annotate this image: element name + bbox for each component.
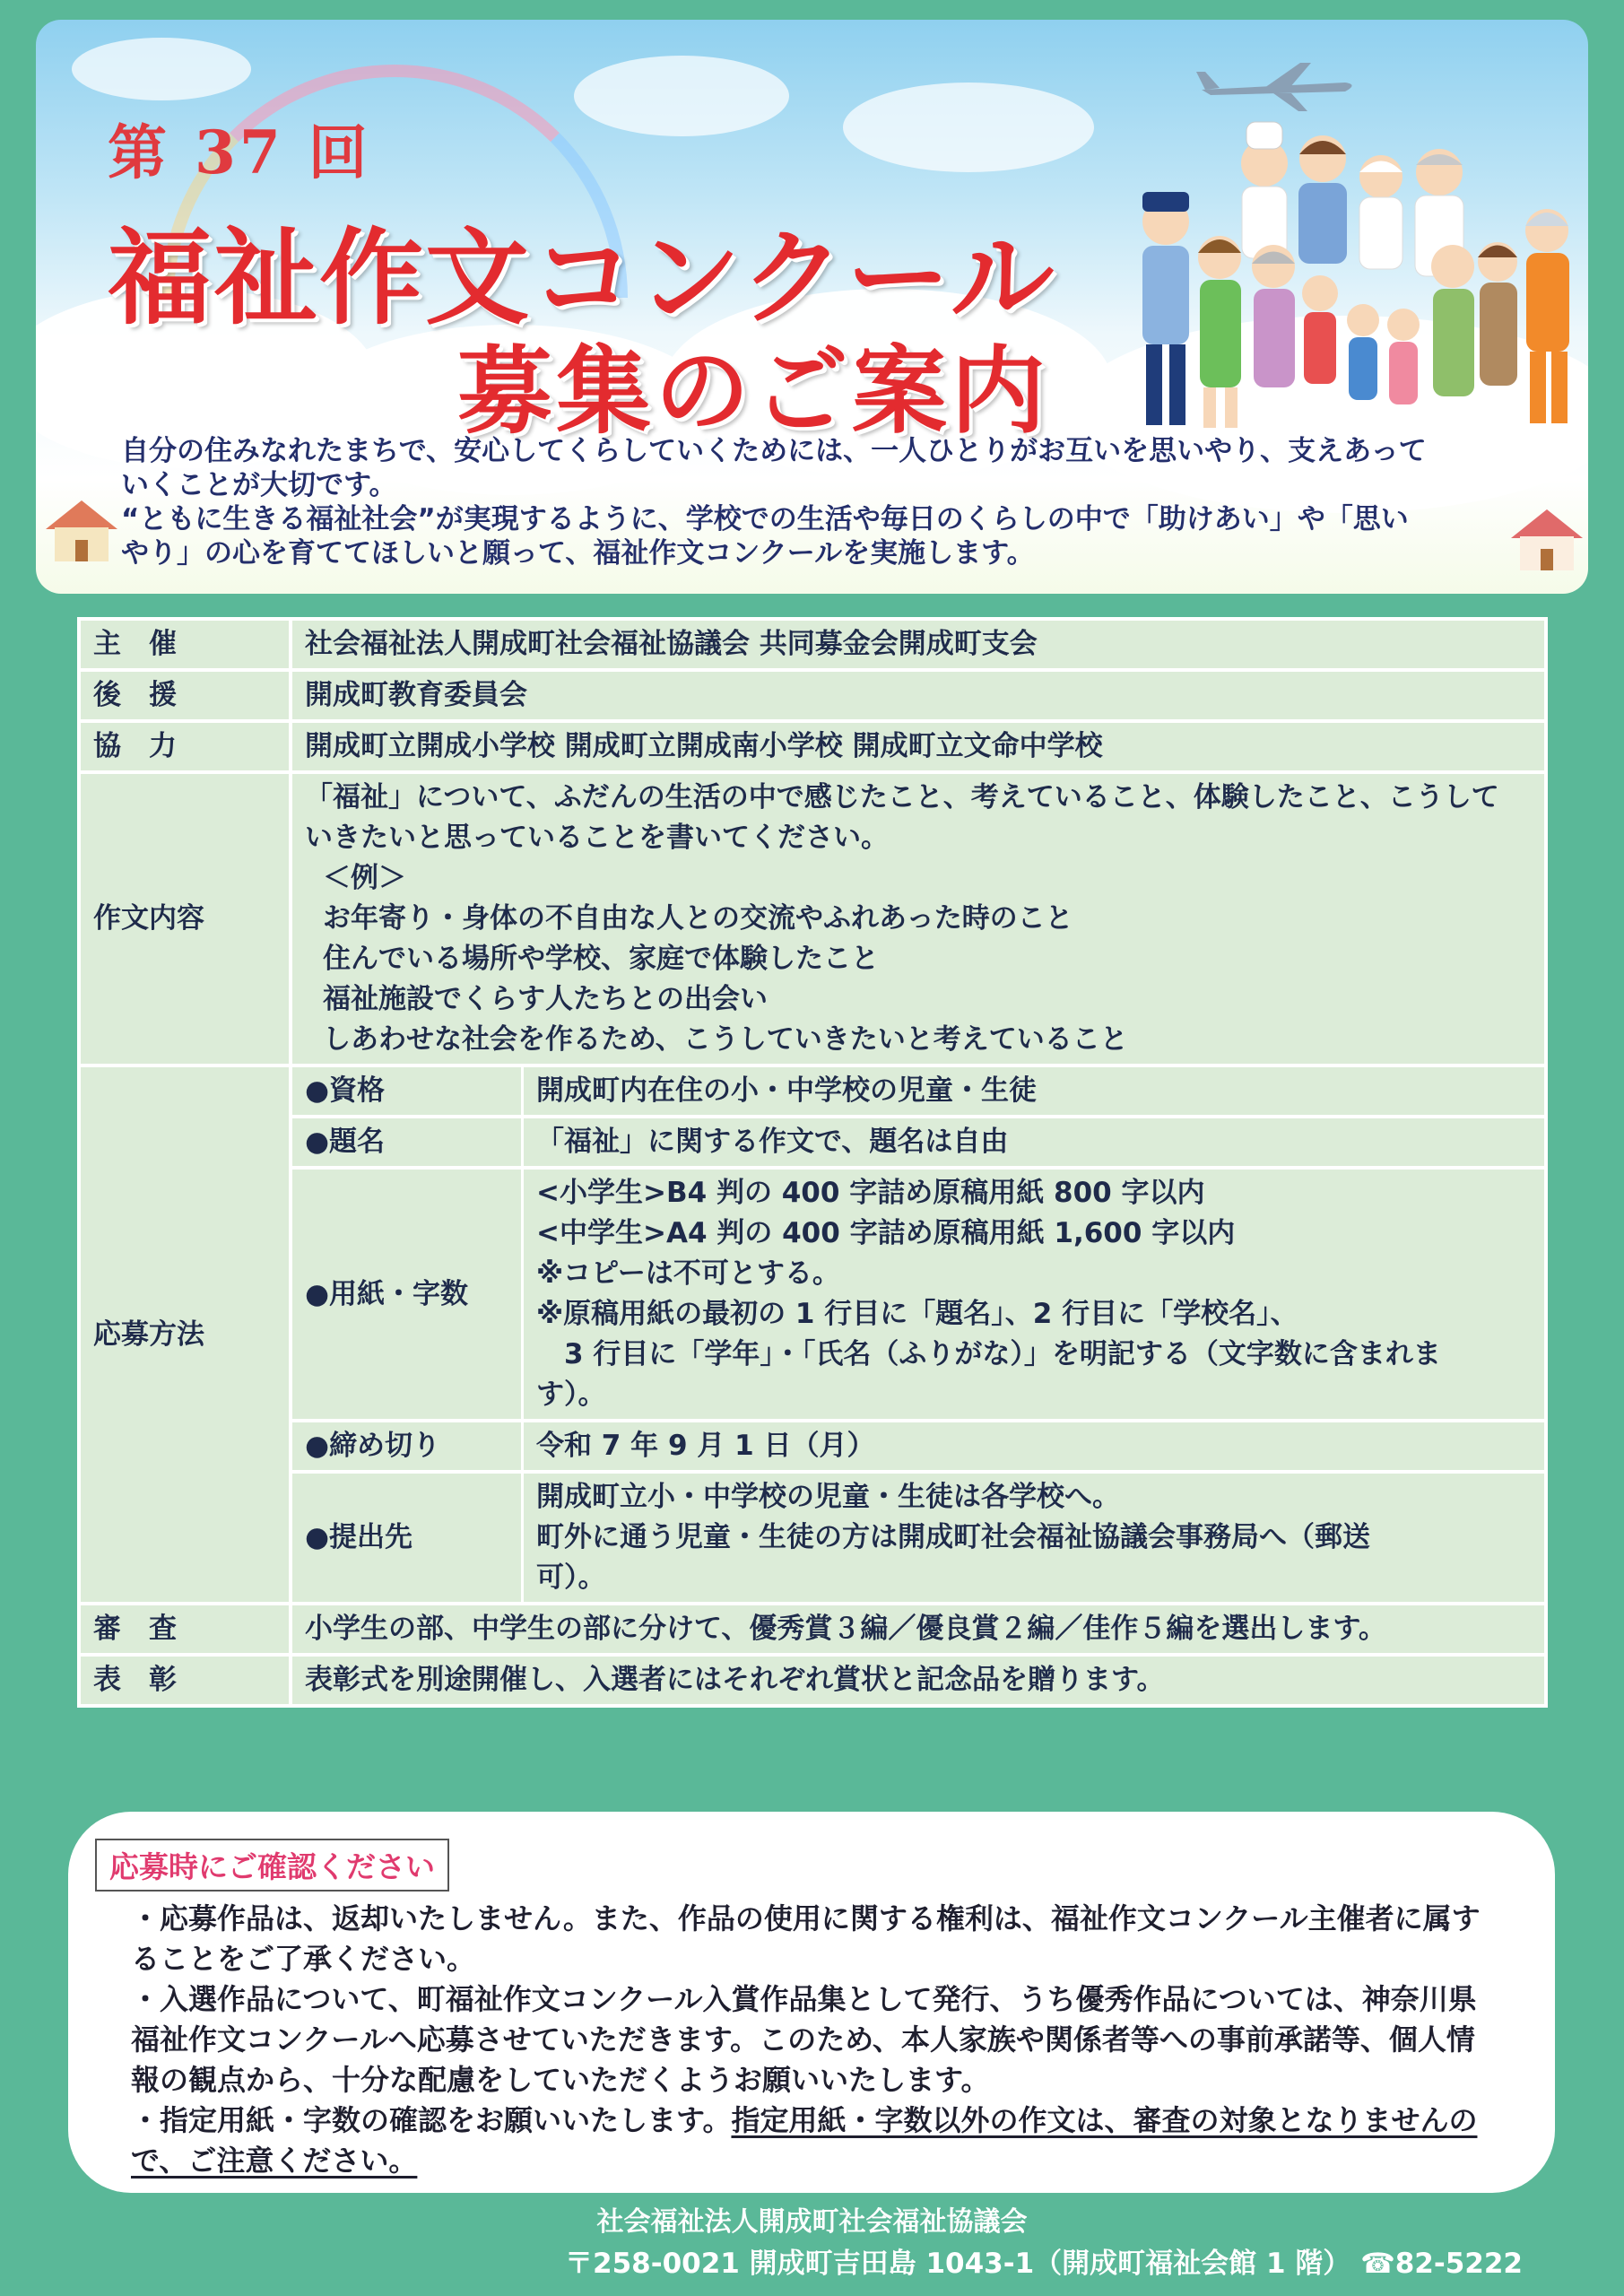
content-line: 「福祉」について、ふだんの生活の中で感じたこと、考えていること、体験したこと、こうして: [305, 781, 1499, 813]
submit-value: [524, 1474, 1544, 1602]
paper-value: [524, 1170, 1544, 1419]
paper-line: ※原稿用紙の最初の 1 行目に「題名」、2 行目に「学校名」、: [536, 1298, 1298, 1330]
content-line: ＜例＞: [323, 862, 406, 894]
method-value: [292, 1067, 1544, 1602]
content-line: お年寄り・身体の不自由な人との交流やふれあった時のこと: [323, 902, 1073, 935]
content-value: [292, 774, 1544, 1064]
eligibility-value: 開成町内在住の小・中学校の児童・生徒: [524, 1067, 1544, 1115]
submit-label: ●提出先: [292, 1474, 524, 1602]
method-label: 応募方法: [81, 1067, 292, 1602]
table-row: [81, 621, 1544, 668]
table-row: [81, 672, 1544, 719]
intro-text: [121, 434, 1556, 570]
intro-line: いくことが大切です。: [121, 469, 397, 501]
footer-address: 〒258-0021 開成町吉田島 1043-1（開成町福祉会館 1 階） ☎82-5222: [565, 2248, 1523, 2280]
paper-line: <小学生>B4 判の 400 字詰め原稿用紙 800 字以内: [536, 1177, 1205, 1209]
intro-line: “ともに生きる福祉社会”が実現するように、学校での生活や毎日のくらしの中で「助けあい」や「思い: [121, 503, 1409, 535]
judging-label: 審 査: [81, 1605, 292, 1653]
sub-row: [292, 1067, 1544, 1115]
paper-label: ●用紙・字数: [292, 1170, 524, 1419]
cloud: [843, 83, 1094, 172]
content-line: 住んでいる場所や学校、家庭で体験したこと: [323, 943, 879, 975]
intro-line: 自分の住みなれたまちで、安心してくらしていくためには、一人ひとりがお互いを思いやり、支えあって: [121, 435, 1427, 467]
title-rule-label: ●題名: [292, 1118, 524, 1166]
content-label: 作文内容: [81, 774, 292, 1064]
info-table: [77, 617, 1548, 1708]
cloud: [72, 38, 251, 100]
content-line: 福祉施設でくらす人たちとの出会い: [323, 983, 768, 1015]
header-panel: [36, 20, 1588, 594]
method-subtable: [292, 1064, 1544, 1605]
paper-line: ※コピーは不可とする。: [536, 1257, 840, 1290]
deadline-value: 令和 7 年 9 月 1 日（月）: [524, 1422, 1544, 1470]
host-value: 社会福祉法人開成町社会福祉協議会 共同募金会開成町支会: [292, 621, 1544, 668]
award-value: 表彰式を別途開催し、入選者にはそれぞれ賞状と記念品を贈ります。: [292, 1657, 1544, 1704]
sub-row: [292, 1422, 1544, 1470]
cloud: [574, 56, 789, 136]
paper-line: す）。: [536, 1378, 606, 1411]
content-line: いきたいと思っていることを書いてください。: [305, 822, 889, 854]
sub-row: [292, 1170, 1544, 1419]
table-row: [81, 774, 1544, 1064]
deadline-label: ●締め切り: [292, 1422, 524, 1470]
cooperation-label: 協 力: [81, 723, 292, 770]
notice-title: 応募時にご確認ください: [95, 1839, 449, 1892]
table-row: [81, 723, 1544, 770]
host-label: 主 催: [81, 621, 292, 668]
notice-item: ・応募作品は、返却いたしません。また、作品の使用に関する権利は、福祉作文コンクール主催者に属することをご了承ください。: [131, 1901, 1481, 1976]
footer-organization: 社会福祉法人開成町社会福祉協議会: [596, 2206, 1028, 2238]
paper-line: <中学生>A4 判の 400 字詰め原稿用紙 1,600 字以内: [536, 1217, 1236, 1249]
sub-row: [292, 1474, 1544, 1602]
intro-line: やり」の心を育ててほしいと願って、福祉作文コンクールを実施します。: [121, 537, 1035, 570]
sub-row: [292, 1118, 1544, 1166]
table-row: [81, 1657, 1544, 1704]
submit-line: 可）。: [536, 1561, 606, 1594]
support-label: 後 援: [81, 672, 292, 719]
house-icon: [41, 493, 122, 565]
submit-line: 開成町立小・中学校の児童・生徒は各学校へ。: [536, 1481, 1120, 1513]
table-row: [81, 1067, 1544, 1602]
people-illustration: [1112, 109, 1578, 441]
notice-box: [68, 1812, 1555, 2193]
title-rule-value: 「福祉」に関する作文で、題名は自由: [524, 1118, 1544, 1166]
table-row: [81, 1605, 1544, 1653]
support-value: 開成町教育委員会: [292, 672, 1544, 719]
notice-item-text: ・指定用紙・字数の確認をお願いいたします。: [131, 2103, 732, 2137]
content-line: しあわせな社会を作るため、こうしていきたいと考えていること: [323, 1023, 1128, 1056]
notice-warning-text: 指定用紙・字数以外の作文は、審査の対象となりませんので、ご注意ください。: [131, 2103, 1478, 2178]
submit-line: 町外に通う児童・生徒の方は開成町社会福祉協議会事務局へ（郵送: [536, 1521, 1370, 1553]
judging-value: 小学生の部、中学生の部に分けて、優秀賞３編／優良賞２編／佳作５編を選出します。: [292, 1605, 1544, 1653]
notice-item: ・入選作品について、町福祉作文コンクール入賞作品集として発行、うち優秀作品については、神奈川県福祉作文コンクールへ応募させていただきます。このため、本人家族や関係者等への事前承諾等、個人情報の観点から、十分な配慮をしていただくようお願いいたします。: [131, 1982, 1477, 2097]
notice-list: [131, 1899, 1501, 2181]
award-label: 表 彰: [81, 1657, 292, 1704]
page-subtitle: 募集のご案内: [457, 336, 1049, 447]
paper-line: 3 行目に「学年」・「氏名（ふりがな）」を明記する（文字数に含まれま: [536, 1338, 1441, 1370]
cooperation-value: 開成町立開成小学校 開成町立開成南小学校 開成町立文命中学校: [292, 723, 1544, 770]
edition-label: 第 37 回: [108, 117, 371, 187]
eligibility-label: ●資格: [292, 1067, 524, 1115]
page-title: 福祉作文コンクール: [108, 218, 1056, 339]
notice-item: [131, 2100, 1501, 2181]
